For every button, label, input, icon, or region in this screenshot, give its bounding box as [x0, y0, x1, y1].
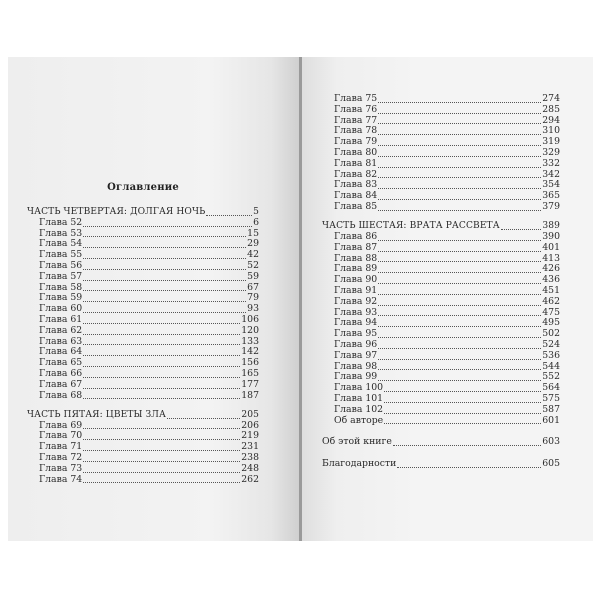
dot-leader	[83, 377, 240, 378]
dot-leader	[83, 398, 240, 399]
toc-entry-page-number: 552	[542, 371, 560, 383]
toc-entry-page-number: 436	[542, 274, 560, 286]
dot-leader	[378, 123, 541, 124]
dot-leader	[83, 366, 240, 367]
toc-entry-label: Глава 80	[334, 146, 378, 158]
toc-entry-page-number: 587	[542, 403, 560, 415]
toc-entry-label: Глава 78	[334, 125, 378, 137]
toc-entry-page-number: 354	[542, 179, 560, 191]
toc-entry-label: ЧАСТЬ ШЕСТАЯ: ВРАТА РАССВЕТА	[322, 221, 500, 232]
toc-title: Оглавление	[107, 182, 179, 193]
toc-entry-label: Глава 86	[334, 231, 378, 243]
dot-leader	[384, 423, 541, 424]
dot-leader	[378, 294, 541, 295]
toc-entry-label: Глава 63	[39, 335, 83, 347]
toc-entry-page-number: 603	[542, 436, 560, 448]
toc-entry-label: Глава 73	[39, 462, 83, 474]
toc-chapter-entry	[27, 326, 259, 337]
dot-leader	[378, 359, 541, 360]
toc-chapter-entry	[322, 405, 560, 416]
toc-chapter-entry	[27, 391, 259, 402]
book-spread	[8, 57, 593, 541]
toc-entry-page-number: 238	[241, 452, 259, 464]
dot-leader	[83, 439, 240, 440]
left-page	[8, 57, 300, 541]
toc-entry-page-number: 142	[241, 346, 259, 358]
dot-leader	[83, 334, 240, 335]
dot-leader	[378, 145, 541, 146]
toc-entry-page-number: 379	[542, 200, 560, 212]
dot-leader	[384, 402, 541, 403]
toc-entry-label: Глава 83	[334, 179, 378, 191]
toc-entry-page-number: 495	[542, 317, 560, 329]
toc-chapter-entry	[27, 272, 259, 283]
toc-entry-label: Об этой книге	[322, 436, 392, 448]
toc-entry-page-number: 451	[542, 285, 560, 297]
toc-entry-page-number: 502	[542, 328, 560, 340]
toc-entry-page-number: 205	[241, 409, 259, 420]
toc-entry	[322, 459, 560, 470]
dot-leader	[501, 229, 542, 230]
toc-entry-label: Глава 66	[39, 367, 83, 379]
dot-leader	[393, 445, 541, 446]
dot-leader	[378, 272, 541, 273]
toc-chapter-entry	[27, 218, 259, 229]
dot-leader	[83, 388, 240, 389]
toc-entry-page-number: 248	[241, 462, 259, 474]
toc-entry-page-number: 67	[247, 281, 259, 293]
dot-leader	[83, 472, 240, 473]
dot-leader	[206, 215, 252, 216]
dot-leader	[83, 236, 246, 237]
toc-entry-page-number: 294	[542, 114, 560, 126]
toc-entry-page-number: 15	[247, 227, 259, 239]
dot-leader	[378, 326, 541, 327]
toc-entry-label: Глава 61	[39, 313, 83, 325]
toc-entry-label: Глава 88	[334, 252, 378, 264]
section-spacer	[27, 401, 259, 410]
dot-leader	[378, 167, 541, 168]
toc-chapter-entry	[322, 351, 560, 362]
toc-chapter-entry	[322, 159, 560, 170]
toc-entry-label: Глава 64	[39, 346, 83, 358]
toc-chapter-entry	[27, 380, 259, 391]
toc-entry-page-number: 332	[542, 157, 560, 169]
toc-entry-page-number: 390	[542, 231, 560, 243]
toc-entry-label: Глава 90	[334, 274, 378, 286]
toc-entry-label: Глава 55	[39, 249, 83, 261]
right-toc-column	[322, 94, 560, 470]
dot-leader	[83, 344, 240, 345]
toc-entry-label: Глава 72	[39, 452, 83, 464]
dot-leader	[378, 102, 541, 103]
toc-entry-label: Глава 65	[39, 357, 83, 369]
toc-entry-label: Глава 70	[39, 430, 83, 442]
toc-entry-label: Глава 99	[334, 371, 378, 383]
toc-entry-page-number: 401	[542, 241, 560, 253]
dot-leader	[378, 240, 541, 241]
dot-leader	[378, 283, 541, 284]
toc-entry-label: Глава 91	[334, 285, 378, 297]
toc-chapter-entry	[322, 105, 560, 116]
toc-entry-label: Глава 76	[334, 103, 378, 115]
toc-entry-label: Глава 77	[334, 114, 378, 126]
toc-entry-label: Глава 75	[334, 93, 378, 104]
toc-entry-label: Глава 52	[39, 216, 83, 228]
toc-entry-label: Глава 60	[39, 303, 83, 315]
dot-leader	[83, 428, 240, 429]
toc-entry-page-number: 187	[241, 389, 259, 401]
dot-leader	[83, 355, 240, 356]
toc-entry-page-number: 120	[241, 324, 259, 336]
dot-leader	[83, 482, 240, 483]
toc-entry	[322, 437, 560, 448]
toc-entry-page-number: 133	[241, 335, 259, 347]
dot-leader	[378, 315, 541, 316]
toc-entry-page-number: 365	[542, 190, 560, 202]
toc-entry-label: Глава 101	[334, 393, 384, 405]
toc-entry-page-number: 165	[241, 367, 259, 379]
toc-entry-page-number: 274	[542, 93, 560, 104]
toc-entry-label: Глава 54	[39, 238, 83, 250]
section-spacer	[322, 213, 560, 222]
toc-chapter-entry	[27, 475, 259, 486]
toc-entry-page-number: 475	[542, 306, 560, 318]
dot-leader	[378, 348, 541, 349]
toc-entry-label: Глава 68	[39, 389, 83, 401]
dot-leader	[378, 199, 541, 200]
toc-chapter-entry	[27, 464, 259, 475]
toc-entry-page-number: 342	[542, 168, 560, 180]
dot-leader	[83, 290, 246, 291]
toc-entry-label: Глава 58	[39, 281, 83, 293]
toc-entry-label: Глава 96	[334, 339, 378, 351]
toc-entry-page-number: 59	[247, 270, 259, 282]
toc-entry-page-number: 329	[542, 146, 560, 158]
toc-entry-page-number: 310	[542, 125, 560, 137]
toc-entry-page-number: 5	[253, 207, 259, 217]
toc-entry-page-number: 106	[241, 313, 259, 325]
toc-entry-page-number: 206	[241, 419, 259, 431]
toc-entry-page-number: 536	[542, 349, 560, 361]
toc-entry-label: Глава 56	[39, 259, 83, 271]
toc-entry-page-number: 156	[241, 357, 259, 369]
toc-entry-label: Глава 53	[39, 227, 83, 239]
dot-leader	[378, 156, 541, 157]
dot-leader	[83, 301, 246, 302]
dot-leader	[378, 305, 541, 306]
toc-entry-page-number: 6	[253, 216, 259, 228]
toc-entry-page-number: 575	[542, 393, 560, 405]
toc-entry-label: Глава 74	[39, 473, 83, 485]
toc-entry-label: Об авторе	[334, 414, 384, 426]
toc-entry-label: Глава 81	[334, 157, 378, 169]
toc-entry-page-number: 219	[241, 430, 259, 442]
dot-leader	[83, 258, 246, 259]
toc-entry-page-number: 93	[247, 303, 259, 315]
dot-leader	[83, 312, 246, 313]
dot-leader	[83, 323, 240, 324]
toc-entry-page-number: 462	[542, 295, 560, 307]
toc-entry-label: Глава 87	[334, 241, 378, 253]
toc-entry-page-number: 605	[542, 458, 560, 470]
toc-entry-page-number: 29	[247, 238, 259, 250]
left-toc-column	[27, 207, 259, 485]
dot-leader	[83, 247, 246, 248]
dot-leader	[83, 226, 252, 227]
toc-entry-label: Глава 89	[334, 263, 378, 275]
toc-entry-label: Глава 67	[39, 378, 83, 390]
dot-leader	[378, 134, 541, 135]
toc-chapter-entry	[322, 202, 560, 213]
dot-leader	[378, 113, 541, 114]
toc-entry-label: Глава 93	[334, 306, 378, 318]
dot-leader	[167, 418, 240, 419]
dot-leader	[378, 261, 541, 262]
toc-entry-page-number: 285	[542, 103, 560, 115]
toc-chapter-entry	[322, 416, 560, 427]
toc-entry-label: Глава 98	[334, 360, 378, 372]
toc-entry-page-number: 231	[241, 441, 259, 453]
toc-entry-label: Глава 97	[334, 349, 378, 361]
dot-leader	[378, 380, 541, 381]
toc-entry-label: Глава 94	[334, 317, 378, 329]
dot-leader	[378, 177, 541, 178]
dot-leader	[83, 450, 240, 451]
toc-entry-page-number: 413	[542, 252, 560, 264]
toc-entry-label: Глава 71	[39, 441, 83, 453]
dot-leader	[378, 337, 541, 338]
toc-entry-label: Глава 82	[334, 168, 378, 180]
dot-leader	[384, 413, 541, 414]
dot-leader	[378, 188, 541, 189]
dot-leader	[397, 467, 541, 468]
dot-leader	[83, 269, 246, 270]
dot-leader	[378, 210, 541, 211]
toc-entry-label: ЧАСТЬ ПЯТАЯ: ЦВЕТЫ ЗЛА	[27, 409, 166, 420]
toc-entry-page-number: 524	[542, 339, 560, 351]
toc-entry-page-number: 601	[542, 414, 560, 426]
toc-entry-page-number: 389	[542, 221, 560, 232]
toc-entry-label: ЧАСТЬ ЧЕТВЕРТАЯ: ДОЛГАЯ НОЧЬ	[27, 207, 206, 217]
toc-entry-label: Глава 100	[334, 382, 384, 394]
toc-entry-page-number: 262	[241, 473, 259, 485]
toc-entry-page-number: 426	[542, 263, 560, 275]
dot-leader	[384, 391, 541, 392]
toc-entry-page-number: 42	[247, 249, 259, 261]
toc-entry-page-number: 52	[247, 259, 259, 271]
toc-entry-label: Глава 79	[334, 136, 378, 148]
toc-entry-label: Глава 59	[39, 292, 83, 304]
toc-entry-page-number: 544	[542, 360, 560, 372]
toc-entry-label: Глава 69	[39, 419, 83, 431]
toc-entry-label: Глава 85	[334, 200, 378, 212]
toc-entry-page-number: 79	[247, 292, 259, 304]
toc-entry-page-number: 564	[542, 382, 560, 394]
toc-entry-label: Глава 57	[39, 270, 83, 282]
toc-entry-label: Глава 102	[334, 403, 384, 415]
toc-entry-label: Глава 95	[334, 328, 378, 340]
dot-leader	[83, 280, 246, 281]
right-page	[302, 57, 593, 541]
toc-entry-label: Глава 92	[334, 295, 378, 307]
toc-entry-label: Глава 84	[334, 190, 378, 202]
dot-leader	[378, 251, 541, 252]
toc-entry-label: Глава 62	[39, 324, 83, 336]
dot-leader	[83, 461, 240, 462]
toc-entry-page-number: 177	[241, 378, 259, 390]
toc-entry-page-number: 319	[542, 136, 560, 148]
toc-entry-label: Благодарности	[322, 458, 397, 470]
dot-leader	[378, 369, 541, 370]
